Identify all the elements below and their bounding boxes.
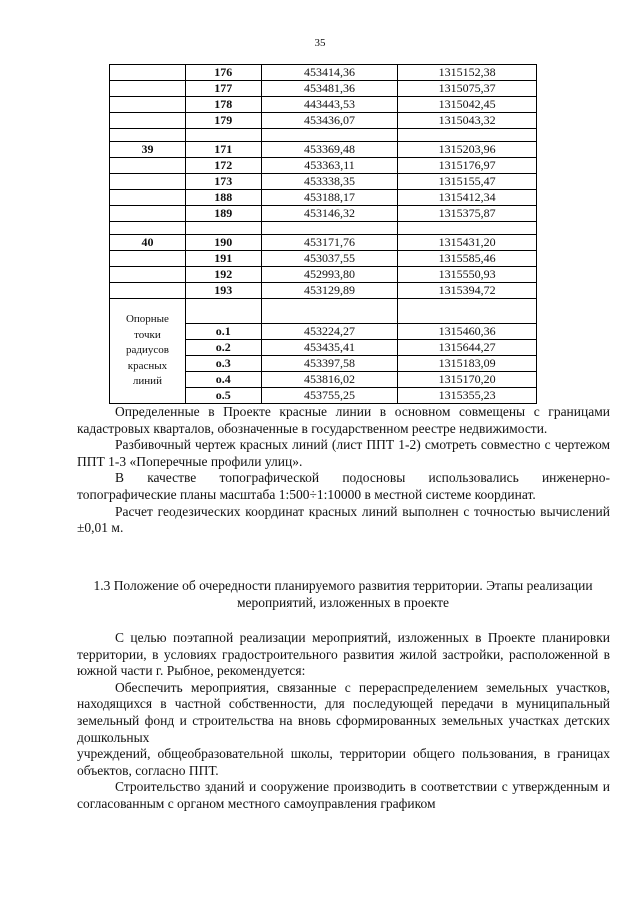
point-id: 179 [185, 113, 261, 129]
empty-cell [185, 299, 261, 324]
empty-cell [261, 299, 398, 324]
point-id: 178 [185, 97, 261, 113]
x-coordinate: 453224,27 [261, 324, 398, 340]
y-coordinate: 1315075,37 [398, 81, 537, 97]
y-coordinate: 1315155,47 [398, 174, 537, 190]
table-row [110, 142, 537, 158]
x-coordinate: 443443,53 [261, 97, 398, 113]
reference-label-line: линий [132, 375, 162, 388]
table-row [110, 251, 537, 267]
point-id: 173 [185, 174, 261, 190]
table-row [110, 283, 537, 299]
group-cell [110, 251, 186, 267]
reference-label-line: радиусов [125, 344, 169, 357]
table-row [110, 174, 537, 190]
point-id: о.4 [185, 372, 261, 388]
body-text-bottom [77, 630, 610, 813]
point-id: 188 [185, 190, 261, 206]
x-coordinate: 453816,02 [261, 372, 398, 388]
table-row [110, 81, 537, 97]
group-label: 40 [110, 235, 186, 251]
paragraph: Разбивочный чертеж красных линий (лист ППТ 1-2) смотреть совместно с чертежом ППТ 1-3 «Поперечные профили улиц». [77, 437, 610, 469]
point-id: о.5 [185, 388, 261, 404]
group-cell [110, 267, 186, 283]
y-coordinate: 1315203,96 [398, 142, 537, 158]
page-number: 35 [314, 37, 326, 49]
y-coordinate: 1315375,87 [398, 206, 537, 222]
y-coordinate: 1315176,97 [398, 158, 537, 174]
coordinates-table [109, 64, 537, 404]
table-spacer-row [110, 222, 537, 235]
table-row [110, 267, 537, 283]
group-cell [110, 190, 186, 206]
table-row [110, 206, 537, 222]
group-cell [110, 97, 186, 113]
table-row [110, 65, 537, 81]
reference-label-line: точки [134, 328, 161, 341]
y-coordinate: 1315043,32 [398, 113, 537, 129]
paragraph: Строительство зданий и сооружение производить в соответствии с утвержденным и согласованным с органом местного самоуправления графиком [77, 779, 610, 811]
group-label: 39 [110, 142, 186, 158]
y-coordinate: 1315183,09 [398, 356, 537, 372]
paragraph: учреждений, общеобразовательной школы, территории общего пользования, в границах объектов, согласно ППТ. [77, 746, 610, 778]
x-coordinate: 453436,07 [261, 113, 398, 129]
x-coordinate: 453414,36 [261, 65, 398, 81]
x-coordinate: 453481,36 [261, 81, 398, 97]
y-coordinate: 1315585,46 [398, 251, 537, 267]
y-coordinate: 1315460,36 [398, 324, 537, 340]
y-coordinate: 1315152,38 [398, 65, 537, 81]
y-coordinate: 1315431,20 [398, 235, 537, 251]
reference-points-label [110, 299, 186, 404]
y-coordinate: 1315170,20 [398, 372, 537, 388]
point-id: о.3 [185, 356, 261, 372]
y-coordinate: 1315355,23 [398, 388, 537, 404]
paragraph: Определенные в Проекте красные линии в основном совмещены с границами кадастровых кварталов, обозначенные в государственном реестре недвижимости. [77, 404, 610, 436]
table-spacer-row [110, 129, 537, 142]
table-row [110, 299, 537, 324]
point-id: о.1 [185, 324, 261, 340]
group-cell [110, 65, 186, 81]
point-id: 176 [185, 65, 261, 81]
point-id: о.2 [185, 340, 261, 356]
point-id: 171 [185, 142, 261, 158]
point-id: 172 [185, 158, 261, 174]
y-coordinate: 1315042,45 [398, 97, 537, 113]
group-cell [110, 158, 186, 174]
y-coordinate: 1315644,27 [398, 340, 537, 356]
x-coordinate: 453755,25 [261, 388, 398, 404]
x-coordinate: 453369,48 [261, 142, 398, 158]
paragraph: Расчет геодезических координат красных линий выполнен с точностью вычислений ±0,01 м. [77, 503, 610, 536]
x-coordinate: 453363,11 [261, 158, 398, 174]
table-row [110, 190, 537, 206]
paragraph: Обеспечить мероприятия, связанные с перераспределением земельных участков, находящихся в частной собственности, для последующей передачи в муниципальный земельный фонд и строительства на вновь сформированных земельных участках детских дошкольных [77, 679, 610, 745]
x-coordinate: 453188,17 [261, 190, 398, 206]
y-coordinate: 1315394,72 [398, 283, 537, 299]
table-row [110, 235, 537, 251]
x-coordinate: 453435,41 [261, 340, 398, 356]
point-id: 177 [185, 81, 261, 97]
group-cell [110, 174, 186, 190]
table-row [110, 158, 537, 174]
y-coordinate: 1315550,93 [398, 267, 537, 283]
group-cell [110, 283, 186, 299]
table-row [110, 97, 537, 113]
x-coordinate: 453146,32 [261, 206, 398, 222]
x-coordinate: 452993,80 [261, 267, 398, 283]
x-coordinate: 453397,58 [261, 356, 398, 372]
paragraph: С целью поэтапной реализации мероприятий, изложенных в Проекте планировки территории, в условиях градостроительного развития жилой застройки, расположенной в южной части г. Рыбное, рекомендуется: [77, 630, 610, 679]
group-cell [110, 113, 186, 129]
x-coordinate: 453171,76 [261, 235, 398, 251]
group-cell [110, 206, 186, 222]
point-id: 189 [185, 206, 261, 222]
x-coordinate: 453129,89 [261, 283, 398, 299]
point-id: 191 [185, 251, 261, 267]
point-id: 190 [185, 235, 261, 251]
empty-cell [398, 299, 537, 324]
section-heading: 1.3 Положение об очередности планируемого развития территории. Этапы реализации мероприятий, изложенных в проекте [93, 578, 593, 610]
y-coordinate: 1315412,34 [398, 190, 537, 206]
point-id: 192 [185, 267, 261, 283]
body-text-top [77, 404, 610, 537]
reference-label-line: красных [127, 359, 168, 372]
paragraph: В качестве топографической подосновы использовались инженерно-топографические планы масштаба 1:500÷1:10000 в местной системе координат. [77, 470, 610, 502]
reference-label-line: Опорные [125, 313, 169, 326]
x-coordinate: 453338,35 [261, 174, 398, 190]
group-cell [110, 81, 186, 97]
table-row [110, 113, 537, 129]
point-id: 193 [185, 283, 261, 299]
x-coordinate: 453037,55 [261, 251, 398, 267]
